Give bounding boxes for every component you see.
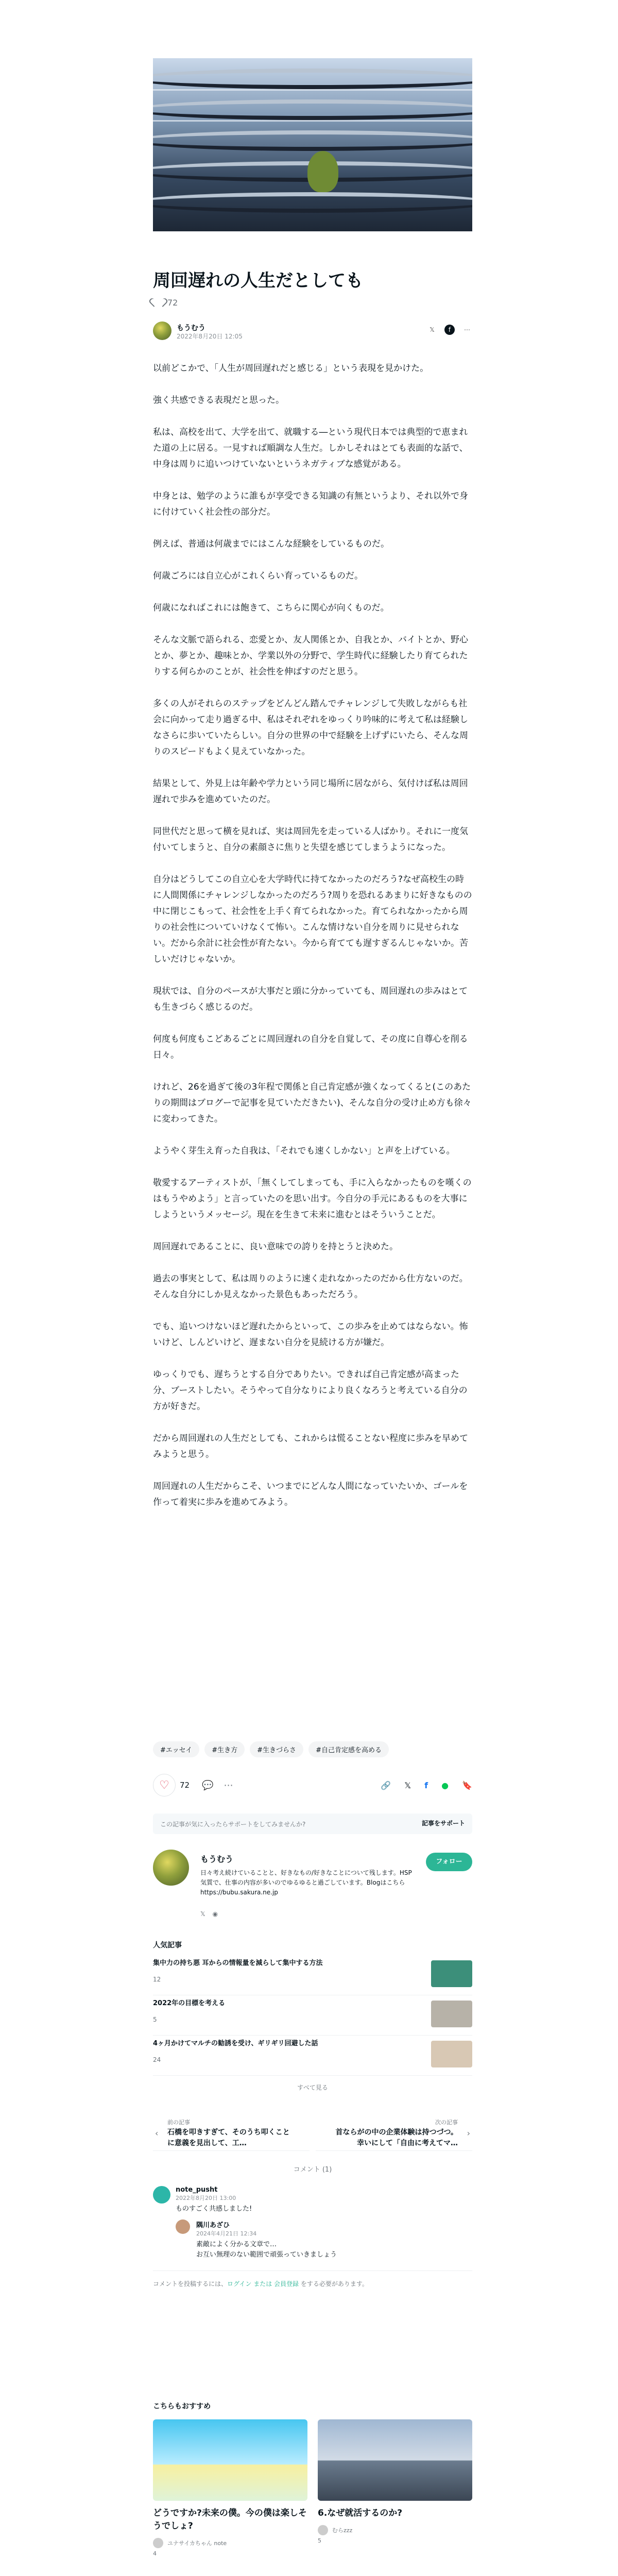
chevron-right-icon: › bbox=[467, 2128, 470, 2138]
x-share-icon[interactable]: 𝕏 bbox=[404, 1780, 411, 1790]
comment-icon[interactable]: 💬 bbox=[202, 1780, 214, 1791]
login-suffix: をする必要があります。 bbox=[299, 2280, 368, 2287]
popular-item[interactable] bbox=[153, 1998, 472, 2036]
card-author-name: むらzzz bbox=[332, 2527, 353, 2534]
article-paragraph: 強く共感できる表現だと思った。 bbox=[153, 395, 284, 405]
card-author-name: ユナサイカちゃん note bbox=[167, 2540, 227, 2547]
recommendation-card[interactable] bbox=[318, 2419, 472, 2574]
article-paragraph: 中身とは、勉学のように誰もが享受できる知識の有無というより、それ以外で身に付けていく社会性の部分だ。 bbox=[153, 491, 468, 517]
card-thumbnail bbox=[153, 2419, 307, 2501]
popular-item[interactable] bbox=[153, 1958, 472, 1995]
hero-floor-ring bbox=[153, 130, 472, 151]
article-paragraph: ようやく芽生え育った自我は、「それでも速くしかない」と声を上げている。 bbox=[153, 1146, 455, 1156]
card-author bbox=[153, 2538, 307, 2548]
tag-list bbox=[153, 1741, 389, 1757]
support-button[interactable]: 記事をサポート bbox=[421, 1820, 465, 1827]
creator-bio: 日々考え続けていることと、好きなもの/好きなことについて残します。HSP気質で、仕事の内容が多いのでゆるゆると過ごしています。Blogはこちら https://bubu.sakura.ne.jp bbox=[200, 1869, 412, 1896]
avatar bbox=[318, 2525, 328, 2535]
comment-date: 2022年8月20日 13:00 bbox=[176, 2195, 236, 2201]
prev-title: 石橋を叩きすぎて、そのうち叩くことに意義を見出して、工… bbox=[167, 2128, 290, 2147]
support-text: この記事が気に入ったらサポートをしてみませんか? bbox=[160, 1821, 306, 1828]
article-paragraph: 私は、高校を出て、大学を出て、就職する―という現代日本では典型的で恵まれた道の上に居る。一見すれば順調な人生だ。しかしそれはとても表面的な話で、中身は周りに追いつけていないというネガティブな感覚がある。 bbox=[153, 427, 468, 469]
share-icons bbox=[427, 325, 472, 335]
card-title: どうですか?未来の僕。今の僕は楽しそうでしょ? bbox=[153, 2508, 307, 2531]
prev-article[interactable] bbox=[153, 2115, 310, 2151]
popular-thumbnail bbox=[431, 2001, 472, 2027]
comment-reply bbox=[176, 2219, 472, 2260]
article-paragraph: けれど、26を過ぎて後の3年程で関係と自己肯定感が強くなってくると(このあたりの期間はブログーで記事を見ていただきたい)、そんな自分の受け止め方も徐々に変わってきた。 bbox=[153, 1082, 472, 1124]
like-button[interactable] bbox=[153, 1774, 176, 1797]
popular-likes: 24 bbox=[153, 2056, 161, 2063]
creator-links bbox=[200, 1910, 218, 1918]
like-count: 72 bbox=[180, 1781, 190, 1790]
avatar[interactable] bbox=[153, 1850, 189, 1886]
card-likes: 4 bbox=[153, 2550, 157, 2557]
author-name[interactable]: もうむう bbox=[177, 324, 205, 332]
recommendation-grid bbox=[153, 2419, 472, 2576]
x-share-icon[interactable]: 𝕏 bbox=[430, 326, 435, 333]
article-paragraph: 周回遅れであることに、良い意味での誇りを持とうと決めた。 bbox=[153, 1242, 398, 1252]
more-icon[interactable]: ⋯ bbox=[464, 326, 470, 333]
next-title: 首ならがの中の企業体験は持つづつ。幸いにして「自由に考えてマ… bbox=[335, 2128, 458, 2147]
hero-rail bbox=[153, 120, 472, 122]
comment-login-note bbox=[153, 2270, 472, 2288]
popular-likes: 5 bbox=[153, 2016, 157, 2023]
hero-floor-ring bbox=[153, 192, 472, 213]
comment-text: ものすごく共感しました! bbox=[176, 2205, 252, 2213]
article-navigation bbox=[153, 2115, 472, 2151]
tag-chip[interactable]: #エッセイ bbox=[153, 1741, 199, 1757]
popular-title: 集中力の持ち悪 耳からの情報量を減らして集中する方法 bbox=[153, 1959, 323, 1967]
card-title: 6.なぜ就活するのか? bbox=[318, 2508, 403, 2518]
article-paragraph: 何度も何度もこどあるごとに周回遅れの自分を自覚して、その度に自尊心を削る日々。 bbox=[153, 1034, 468, 1060]
hero-floor-ring bbox=[153, 99, 472, 120]
tag-chip[interactable]: #生き方 bbox=[204, 1741, 245, 1757]
popular-list bbox=[153, 1958, 472, 2076]
recommendations-heading: こちらもおすすめ bbox=[153, 2402, 211, 2411]
avatar bbox=[153, 2538, 163, 2548]
article-paragraph: 何歳ごろには自立心がこれくらい育っているものだ。 bbox=[153, 571, 363, 581]
hero-image bbox=[153, 58, 472, 231]
article-paragraph: 自分はどうしてこの自立心を大学時代に持てなかったのだろう?なぜ高校生の時に人間関係にチャレンジしなかったのだろう?周りを恐れるあまりに好きなものの中に閉じこもって、社会性を上手く育てられなかった。育てられなかったから周りの社会性についていけなくて怖い。こんな情けない自分を周りに見せられない。だから余計に社会性が育たない。今から育てても遅すぎるんじゃないか。苦しいだけじゃないか。 bbox=[153, 874, 472, 964]
comment-author[interactable]: 隅川あざひ bbox=[196, 2222, 230, 2229]
article-title: 周回遅れの人生だとしても bbox=[153, 270, 363, 291]
comments-section bbox=[153, 2164, 472, 2288]
hero-floor-ring bbox=[153, 69, 472, 89]
avatar[interactable] bbox=[176, 2219, 190, 2234]
article-paragraph: 周回遅れの人生だからこそ、いつまでにどんな人間になっていたいか、ゴールを作って着実に歩みを進めてみよう。 bbox=[153, 1481, 468, 1507]
popular-title: 2022年の目標を考える bbox=[153, 1999, 226, 2007]
action-bar bbox=[153, 1772, 472, 1798]
article-paragraph: そんな文脈で語られる、恋愛とか、友人関係とか、自我とか、バイトとか、野心とか、夢とか、趣味とか、学業以外の分野で、学生時代に経験したり育てられたりする何らかのことが、社会性を伸ばすのだと思う。 bbox=[153, 635, 468, 677]
see-all-link[interactable]: すべて見る bbox=[297, 2084, 328, 2091]
article-paragraph: 例えば、普通は何歳までにはこんな経験をしているものだ。 bbox=[153, 539, 389, 549]
chevron-left-icon: ‹ bbox=[155, 2128, 159, 2138]
line-icon[interactable]: ● bbox=[441, 1780, 449, 1790]
avatar[interactable] bbox=[153, 2186, 170, 2204]
hero-tree bbox=[307, 151, 338, 192]
avatar[interactable] bbox=[153, 321, 171, 340]
article-paragraph: だから周回遅れの人生だとしても、これからは慌ることない程度に歩みを早めてみようと思う。 bbox=[153, 1433, 468, 1460]
article-paragraph: 過去の事実として、私は周りのように速く走れなかったのだから仕方ないのだ。そんな自分にしか見えなかった景色もあっただろう。 bbox=[153, 1274, 468, 1300]
more-icon[interactable]: ⋯ bbox=[224, 1780, 233, 1791]
next-article[interactable] bbox=[316, 2115, 472, 2151]
article-paragraph: でも、追いつけないほど遅れたからといって、この歩みを止めてはならない。怖いけど、しんどいけど、遅まない自分を見続ける方が嫌だ。 bbox=[153, 1321, 468, 1348]
bookmark-icon[interactable]: 🔖 bbox=[462, 1780, 472, 1790]
article-body bbox=[153, 361, 472, 1527]
popular-likes: 12 bbox=[153, 1976, 161, 1983]
article-paragraph: 以前どこかで、「人生が周回遅れだと感じる」という表現を見かけた。 bbox=[153, 363, 429, 374]
rss-icon[interactable]: ◉ bbox=[212, 1910, 218, 1918]
comments-heading: コメント (1) bbox=[293, 2166, 332, 2174]
support-banner bbox=[153, 1814, 472, 1834]
article-paragraph: ゆっくりでも、遅ちうとする自分でありたい。できれば自己肯定感が高まった分、ブーストしたい。そうやって自分なりにより良くなろうと考えている自分の方が好きだ。 bbox=[153, 1369, 468, 1412]
popular-thumbnail bbox=[431, 1960, 472, 1987]
article-paragraph: 現状では、自分のペースが大事だと頭に分かっていても、周回遅れの歩みはとても生きづらく感じるのだ。 bbox=[153, 986, 468, 1012]
facebook-icon[interactable]: f bbox=[444, 325, 455, 335]
article-paragraph: 敬愛するアーティストが、「無くしてしまっても、手に入らなかったものを嘆くのはもうやめよう」と言っていたのを思い出す。今自分の手元にあるものを大事にしようというメッセージ。現在を生きて未来に進むとはそういうことだ。 bbox=[153, 1178, 472, 1220]
card-author bbox=[318, 2525, 472, 2535]
login-link[interactable]: ログイン または 会員登録 bbox=[227, 2280, 299, 2287]
popular-thumbnail bbox=[431, 2041, 472, 2067]
follow-button[interactable]: フォロー bbox=[426, 1853, 472, 1871]
login-prefix: コメントを投稿するには、 bbox=[153, 2280, 228, 2287]
recommendation-card[interactable] bbox=[153, 2419, 307, 2574]
like-count: 72 bbox=[167, 298, 178, 308]
prev-label: 前の記事 bbox=[167, 2119, 190, 2126]
card-likes: 5 bbox=[318, 2537, 321, 2544]
creator-card bbox=[153, 1850, 472, 1927]
tag-chip[interactable]: #生きづらさ bbox=[250, 1741, 303, 1757]
publish-date: 2022年8月20日 12:05 bbox=[177, 333, 243, 340]
creator-name[interactable]: もうむう bbox=[200, 1854, 234, 1864]
comment bbox=[153, 2186, 472, 2260]
heart-icon: ♡ bbox=[159, 1778, 169, 1792]
like-counter-top[interactable] bbox=[153, 298, 178, 308]
author-row bbox=[153, 321, 472, 342]
facebook-icon[interactable]: f bbox=[424, 1780, 428, 1790]
tag-chip[interactable]: #自己肯定感を高める bbox=[308, 1741, 389, 1757]
article-paragraph: 同世代だと思って横を見れば、実は周回先を走っている人ばかり。それに一度気付いてしまうと、自分の素顔さに焦りと失望を感じてしまうようになった。 bbox=[153, 826, 468, 853]
share-bar bbox=[381, 1781, 472, 1790]
article-paragraph: 結果として、外見上は年齢や学力という同じ場所に居ながら、気付けば私は周回遅れで歩みを進めていたのだ。 bbox=[153, 778, 468, 805]
popular-title: 4ヶ月かけてマルチの勧誘を受け、ギリギリ回避した話 bbox=[153, 2040, 318, 2047]
popular-heading: 人気記事 bbox=[153, 1941, 182, 1950]
next-label: 次の記事 bbox=[435, 2119, 458, 2126]
popular-articles bbox=[153, 1940, 472, 2092]
comment-author[interactable]: note_pusht bbox=[176, 2186, 218, 2194]
card-thumbnail bbox=[318, 2419, 472, 2501]
comment-date: 2024年4月21日 12:34 bbox=[196, 2230, 257, 2237]
hero-rail bbox=[153, 89, 472, 91]
heart-icon bbox=[153, 299, 162, 307]
x-icon[interactable]: 𝕏 bbox=[200, 1910, 205, 1918]
comment-text: 素敵によく分かる文章で… お互い無理のない範囲で頑張っていきましょう bbox=[196, 2241, 337, 2259]
recommendations bbox=[153, 2401, 472, 2576]
popular-item[interactable] bbox=[153, 2039, 472, 2076]
link-icon[interactable]: 🔗 bbox=[381, 1780, 391, 1790]
article-paragraph: 多くの人がそれらのステップをどんどん踏んでチャレンジして失敗しながらも社会に向かって走り過ぎる中、私はそれぞれをゆっくり吟味的に考えて私は経験しなさらに歩いていたらしい。自分の世界の中で経験を上げずにいたら、そんな周りのスピードもよく見えていなかった。 bbox=[153, 699, 468, 757]
article-paragraph: 何歳になればこれには飽きて、こちらに関心が向くものだ。 bbox=[153, 603, 389, 613]
